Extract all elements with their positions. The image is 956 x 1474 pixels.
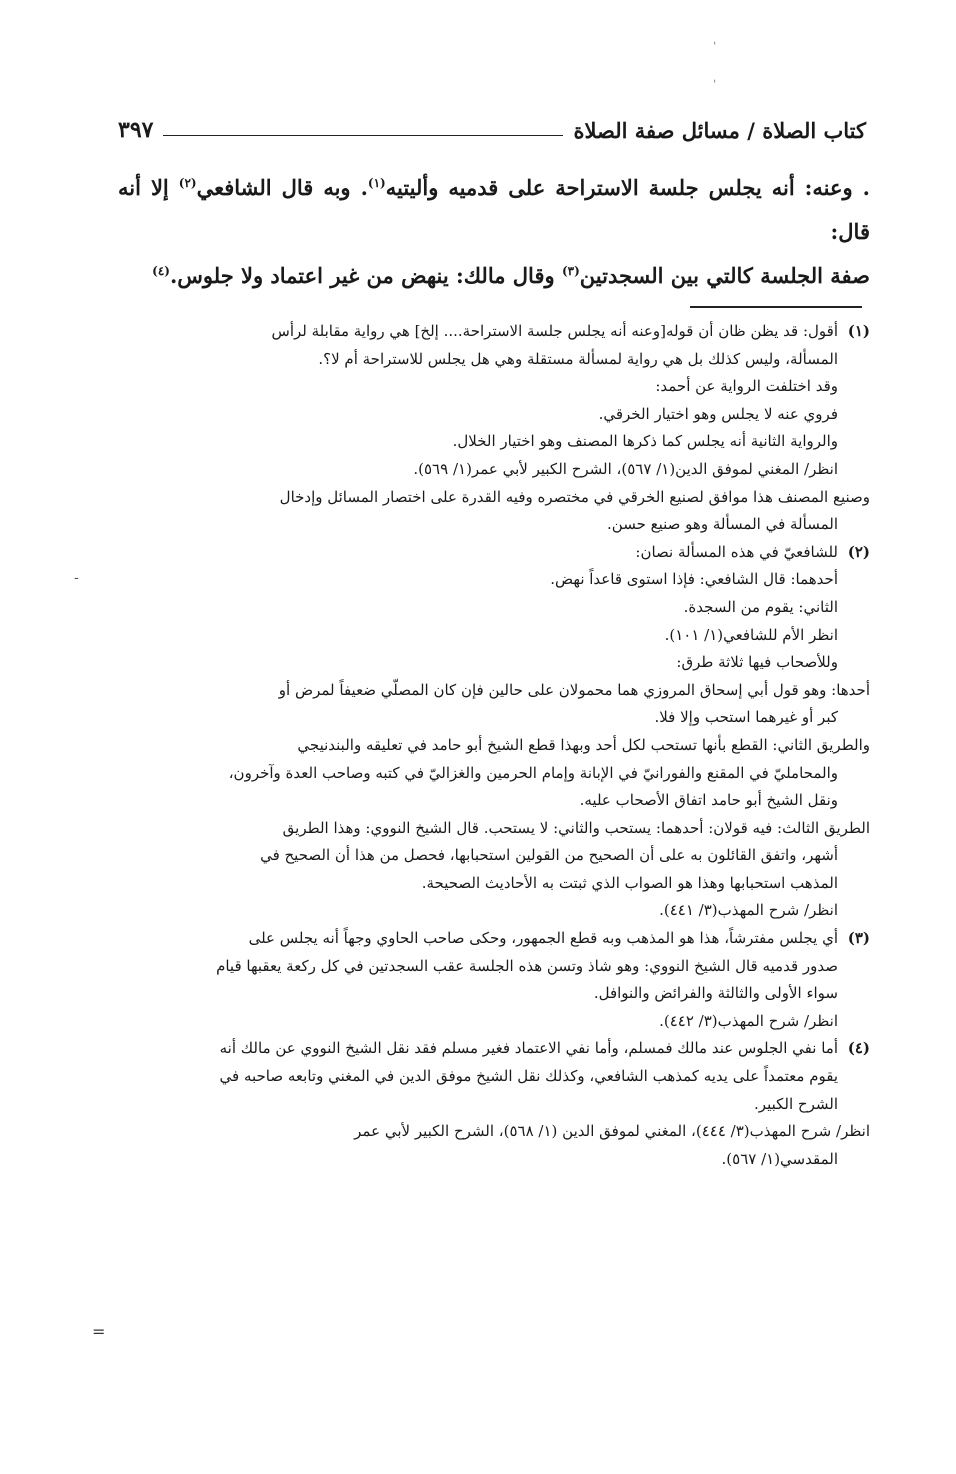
footnote-line: والمحامليّ في المقنع والفورانيّ في الإبانة وإمام الحرمين والغزاليّ في كتبه وصاحب العدة وآخرون، (228, 763, 838, 782)
footnote-number: (٢) (847, 542, 870, 561)
main-line: . وعنه: أنه يجلس جلسة الاستراحة على قدميه وأليتيه$^{(١)}$. وبه قال الشافعي$^{(٢)}$ إلا أنه قال: (118, 175, 870, 244)
running-header (118, 112, 866, 148)
footnote-line: والطريق الثاني: القطع بأنها تستحب لكل أحد وبهذا قطع الشيخ أبو حامد في تعليقه والبندنيجي (297, 735, 870, 754)
footnote-line: أشهر، واتفق القائلون به على أن الصحيح من القولين استحبابها، فحصل من هذا أن الصحيح في (260, 846, 838, 865)
footnote-line: الثاني: يقوم من السجدة. (683, 597, 838, 616)
main-line: صفة الجلسة كالتي بين السجدتين$^{(٣)}$ وقال مالك: ينهض من غير اعتماد ولا جلوس.$^{(٤)}$ (152, 263, 870, 288)
footnote-line: أحدهما: قال الشافعي: فإذا استوى قاعداً نهض. (550, 570, 838, 589)
footnote-line: سواء الأولى والثالثة والفرائض والنوافل. (593, 984, 838, 1003)
footnote-line: الشرح الكبير. (754, 1094, 838, 1113)
footnote-3 (118, 925, 870, 1035)
footnote-line: فروي عنه لا يجلس وهو اختيار الخرقي. (598, 404, 838, 423)
header-rule (163, 135, 563, 136)
footnote-line: أي يجلس مفترشاً، هذا هو المذهب وبه قطع الجمهور، وحكى صاحب الحاوي وجهاً أنه يجلس على (248, 929, 838, 948)
footnote-separator (690, 306, 862, 308)
footnote-line: يقوم معتمداً على يديه كمذهب الشافعي، وكذلك نقل الشيخ موفق الدين في المغني وتابعه صاحبه في (219, 1067, 838, 1086)
footnote-line: المسألة، وليس كذلك بل هي رواية لمسألة مستقلة وهي هل يجلس للاستراحة أم لا؟. (318, 349, 838, 368)
footnote-number: (١) (847, 322, 870, 340)
footnote-1 (118, 318, 870, 539)
page-number: ٣٩٧ (118, 117, 154, 143)
footnote-line: المقدسي(١/ ٥٦٧). (721, 1149, 838, 1168)
footnote-ref[interactable]: (١) (367, 176, 386, 190)
footnote-line: انظر/ المغني لموفق الدين(١/ ٥٦٧)، الشرح الكبير لأبي عمر(١/ ٥٦٩). (413, 459, 838, 478)
footnote-line: وصنيع المصنف هذا موافق لصنيع الخرقي في مختصره وفيه القدرة على اختصار المسائل وإدخال (279, 487, 870, 506)
footnote-line: أما نفي الجلوس عند مالك فمسلم، وأما نفي الاعتماد فغير مسلم فقد نقل الشيخ النووي عن مالك أنه (219, 1039, 838, 1058)
scan-speck: ˈ (713, 40, 717, 54)
margin-dash: - (74, 570, 79, 586)
footnote-number: (٣) (847, 929, 870, 948)
footnote-number: (٤) (847, 1039, 870, 1058)
footnote-line: الطريق الثالث: فيه قولان: أحدهما: يستحب والثاني: لا يستحب. قال الشيخ النووي: وهذا الطريق (282, 818, 870, 837)
footnote-line: انظر الأم للشافعي(١/ ١٠١). (664, 625, 838, 644)
footnote-4 (118, 1035, 870, 1173)
footnote-line: المسألة في المسألة وهو صنيع حسن. (607, 515, 838, 534)
footnote-line: المذهب استحبابها وهذا هو الصواب الذي ثبتت به الأحاديث الصحيحة. (421, 873, 838, 892)
footnote-ref[interactable]: (٤) (152, 264, 170, 278)
margin-equals-mark: = (92, 1322, 106, 1341)
footnote-line: صدور قدميه قال الشيخ النووي: وهو شاذ وتسن هذه الجلسة عقب السجدتين في كل ركعة يعقبها قيام (216, 956, 838, 975)
footnote-line: كبر أو غيرهما استحب وإلا فلا. (654, 708, 838, 727)
scan-speck: ˈ (713, 78, 717, 92)
chapter-title: كتاب الصلاة / مسائل صفة الصلاة (573, 117, 866, 143)
footnote-line: انظر/ شرح المهذب(٣/ ٤٤٤)، المغني لموفق الدين (١/ ٥٦٨)، الشرح الكبير لأبي عمر (354, 1122, 870, 1141)
footnote-line: وللأصحاب فيها ثلاثة طرق: (676, 653, 838, 672)
footnote-line: والرواية الثانية أنه يجلس كما ذكرها المصنف وهو اختيار الخلال. (452, 432, 838, 451)
footnote-line: ونقل الشيخ أبو حامد اتفاق الأصحاب عليه. (579, 791, 838, 810)
footnotes-section (118, 318, 870, 1173)
footnote-ref[interactable]: (٣) (561, 264, 580, 278)
footnote-line: وقد اختلفت الرواية عن أحمد: (655, 377, 838, 396)
footnote-line: أحدها: وهو قول أبي إسحاق المروزي هما محمولان على حالين فإن كان المصلّي ضعيفاً لمرض أو (278, 680, 870, 699)
footnote-line: للشافعيّ في هذه المسألة نصان: (635, 542, 838, 561)
footnote-line: انظر/ شرح المهذب(٣/ ٤٤١). (659, 901, 838, 920)
main-text (118, 166, 870, 298)
footnote-ref[interactable]: (٢) (178, 176, 197, 190)
footnote-line: انظر/ شرح المهذب(٣/ ٤٤٢). (659, 1011, 838, 1030)
footnote-line: أقول: قد يظن ظان أن قوله[وعنه أنه يجلس جلسة الاستراحة.... إلخ] هي رواية مقابلة لرأس (271, 322, 838, 340)
footnote-2 (118, 539, 870, 925)
